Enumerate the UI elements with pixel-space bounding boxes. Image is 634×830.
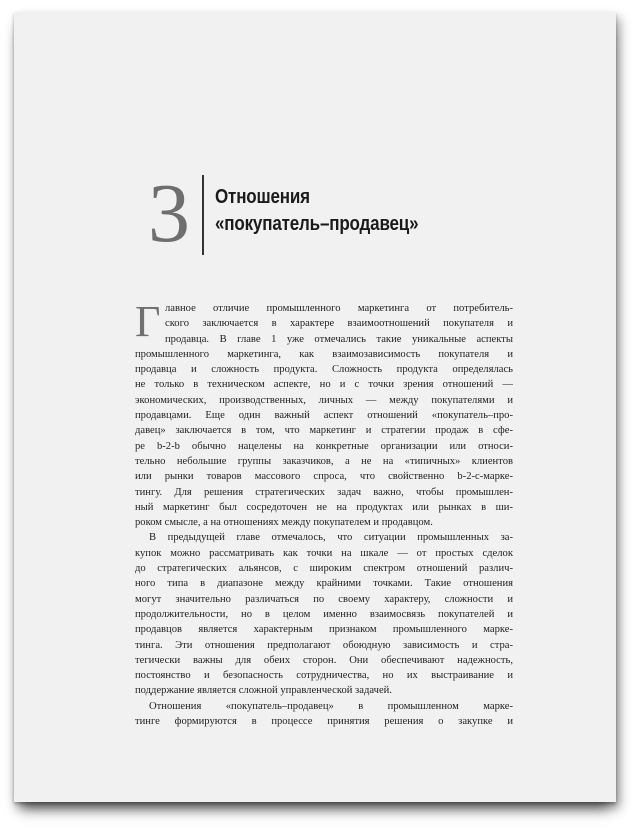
text-line: тингу. Для решения стратегических задач важно, чтобы промышлен-	[135, 486, 513, 498]
text-line: продавцов является характерным признаком промышленного марке-	[135, 624, 513, 636]
text-line: продолжительности, но в целом именно взаимосвязь покупателей и	[135, 608, 513, 620]
text-line: промышленного маркетинга, как взаимозависимость покупателя и	[135, 348, 513, 360]
text-line: тинге формируются в процессе принятия решения о закупке и	[135, 716, 513, 728]
text-line: продавца и сложность продукта. Сложность продукта определялась	[135, 364, 513, 376]
text-line: продавца. В главе 1 уже отмечались такие уникальные аспекты	[165, 333, 513, 345]
text-line: продавцами. Еще один важный аспект отношений «покупатель–про-	[135, 410, 513, 422]
text-line: роком смысле, а на отношениях между покупателем и продавцом.	[135, 517, 433, 529]
chapter-title-line-1: Отношения	[215, 186, 310, 208]
text-line: купок можно рассматривать как точки на шкале — от простых сделок	[135, 547, 513, 559]
text-line: давец» заключается в том, что маркетинг и стратегии продаж в сфе-	[135, 425, 513, 437]
text-line: поддержание является сложной управленческой задачей.	[135, 685, 392, 697]
text-line: тинга. Эти отношения предполагают обоюдную зависимость и стра-	[135, 639, 513, 651]
text-line: ный маркетинг был сосредоточен не на продуктах или рынках в ши-	[135, 501, 513, 513]
text-line: лавное отличие промышленного маркетинга от потребитель-	[165, 303, 513, 314]
chapter-number: 3	[148, 167, 190, 260]
chapter-title-line-2: «покупатель–продавец»	[215, 213, 419, 235]
text-line: В предыдущей главе отмечалось, что ситуации промышленных за-	[149, 532, 513, 544]
body-text	[135, 297, 513, 729]
text-line: ре b-2-b обычно нацелены на конкретные организации или относи-	[135, 440, 513, 452]
text-line: или рынки товаров массового спроса, что свойственно b-2-c-марке-	[135, 471, 513, 483]
text-line: до стратегических альянсов, с широким спектром отношений различ-	[135, 563, 513, 575]
chapter-divider	[202, 175, 204, 255]
text-line: не только в техническом аспекте, но и с точки зрения отношений —	[135, 379, 513, 391]
text-line: ского заключается в характере взаимоотношений покупателя и	[165, 318, 513, 330]
text-line: экономических, производственных, личных — между покупателями и	[135, 394, 513, 406]
text-line: могут значительно различаться по своему характеру, сложности и	[135, 593, 513, 605]
text-line: ного типа в диапазоне между крайними точками. Такие отношения	[135, 578, 513, 590]
text-line: Отношения «покупатель–продавец» в промышленном марке-	[149, 700, 513, 712]
text-line: тельно небольшие группы заказчиков, а не на «типичных» клиентов	[135, 455, 513, 467]
text-line: постоянство и безопасность сотрудничества, но их выстраивание и	[135, 670, 513, 682]
text-line: тегически важны для обеих сторон. Они обеспечивают надежность,	[135, 654, 513, 666]
drop-cap: Г	[135, 297, 161, 346]
chapter-title	[215, 184, 418, 238]
